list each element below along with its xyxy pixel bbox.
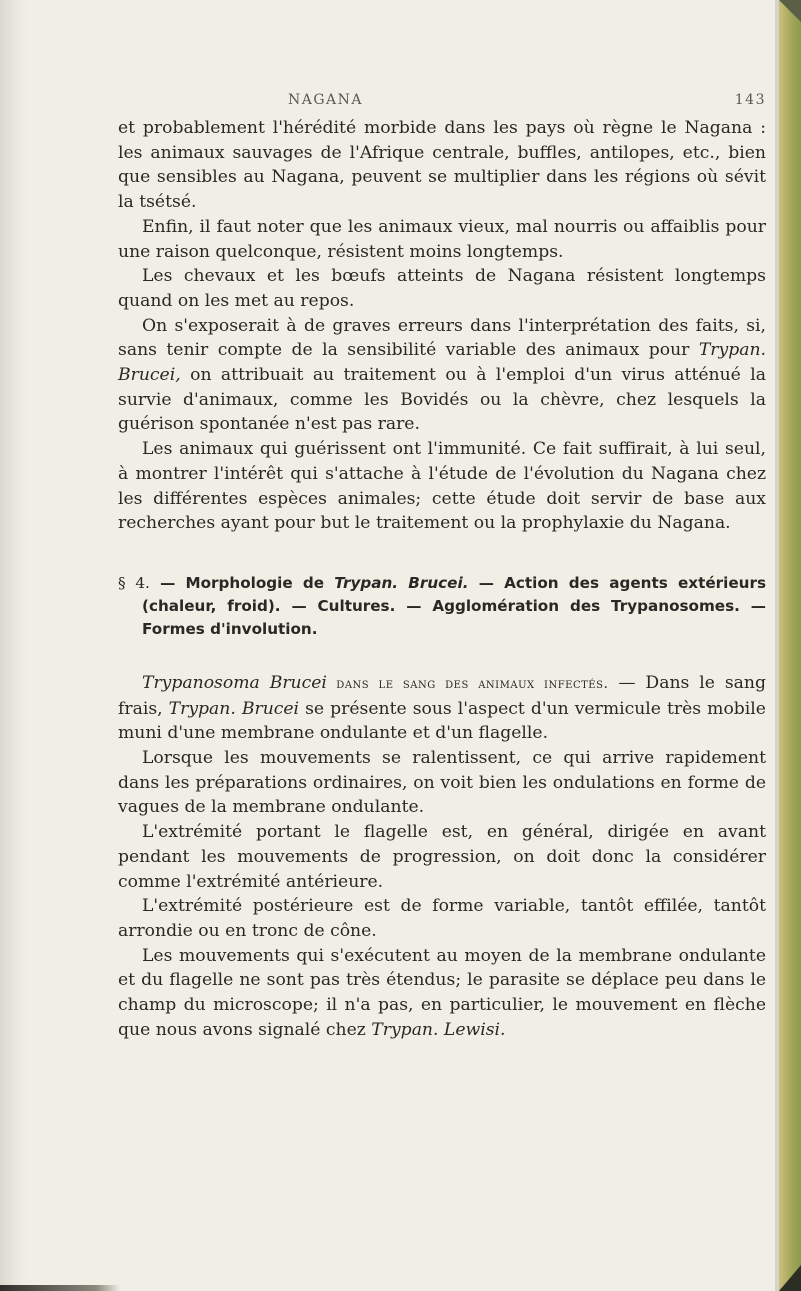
binding-corner-top [779, 0, 801, 22]
text-run: se présente sous l'aspect d'un vermicule très mobile muni d'une membrane ondulante et d'un flagelle. [118, 698, 766, 744]
paragraph-movements-slow: Lorsque les mouvements se ralentissent, ce qui arrive rapidement dans les préparations ordinaires, on voit bien les ondulations en forme de vagues de la membrane ondulante. [118, 748, 766, 818]
text-run: — Dans le sang frais, [118, 672, 766, 719]
section-number: § 4. [118, 573, 150, 592]
book-binding-edge [779, 0, 801, 1291]
paragraph-blood-infected [118, 671, 766, 746]
paragraph-old-animals: Enfin, il faut noter que les animaux vieux, mal nourris ou affaiblis pour une raison quelconque, résistent moins longtemps. [118, 216, 766, 262]
section-species-name: Trypan. Brucei. [334, 573, 469, 592]
paragraph-anterior-end: L'extrémité portant le flagelle est, en général, dirigée en avant pendant les mouvements de progression, on doit donc la considérer comme l'extrémité antérieure. [118, 822, 766, 892]
section-spacer [118, 536, 766, 554]
page-number: 143 [734, 92, 766, 108]
section-title-part: — Action des agents extérieurs (chaleur, froid). — Cultures. — Agglomération des Trypanosomes. — Formes d'involution. [142, 573, 766, 638]
paragraph-posterior-end: L'extrémité postérieure est de forme variable, tantôt effilée, tantôt arrondie ou en tronc de cône. [118, 896, 766, 941]
species-name: Trypan. Brucei, [118, 340, 766, 386]
text-run: Les mouvements qui s'exécutent au moyen de la membrane ondulante et du flagelle ne sont pas très étendus; le parasite se déplace peu dans le champ du microscope; il n'a pas, en particulier, le mouvement en flèche que nous avons signalé chez [118, 945, 766, 1040]
page-edge-shadow [0, 1285, 120, 1291]
running-title: NAGANA [288, 92, 364, 108]
paragraph-immunity: Les animaux qui guérissent ont l'immunité. Ce fait suffirait, à lui seul, à montrer l'intérêt qui s'attache à l'étude de l'évolution du Nagana chez les différentes espèces animales; cette étude doit servir de base aux recherches ayant pour but le traitement ou la prophylaxie du Nagana. [118, 439, 766, 534]
species-name: Trypan. Lewisi. [371, 1019, 506, 1040]
species-name: Trypanosoma Brucei [142, 672, 327, 693]
running-head [118, 92, 766, 116]
subheading-smallcaps: dans le sang des animaux infectés. [326, 675, 609, 692]
paragraph-heredity: et probablement l'hérédité morbide dans les pays où règne le Nagana : les animaux sauvages de l'Afrique centrale, buffles, antilopes, etc., bien que sensibles au Nagana, peuvent se multiplier dans les régions où sévit la tsétsé. [118, 118, 766, 213]
binding-corner-bottom [779, 1265, 801, 1291]
species-name: Trypan. Brucei [168, 698, 300, 719]
page-gutter-shadow [0, 0, 28, 1291]
section-title-part: — Morphologie de [149, 573, 335, 592]
paragraph-horses-oxen: Les chevaux et les bœufs atteints de Nagana résistent longtemps quand on les met au repos. [118, 266, 766, 311]
book-page [118, 92, 766, 1043]
paragraph-movement-range [118, 944, 766, 1043]
section-spacer [118, 653, 766, 671]
paragraph-interpretation-errors [118, 314, 766, 438]
text-run: On s'exposerait à de graves erreurs dans l'interprétation des faits, si, sans tenir compte de la sensibilité variable des animaux pour [118, 315, 766, 361]
section-heading [118, 572, 766, 641]
text-run: on attribuait au traitement ou à l'emploi d'un virus atténué la survie d'animaux, comme les Bovidés ou la chèvre, chez lesquels la guérison spontanée n'est pas rare. [118, 365, 766, 435]
